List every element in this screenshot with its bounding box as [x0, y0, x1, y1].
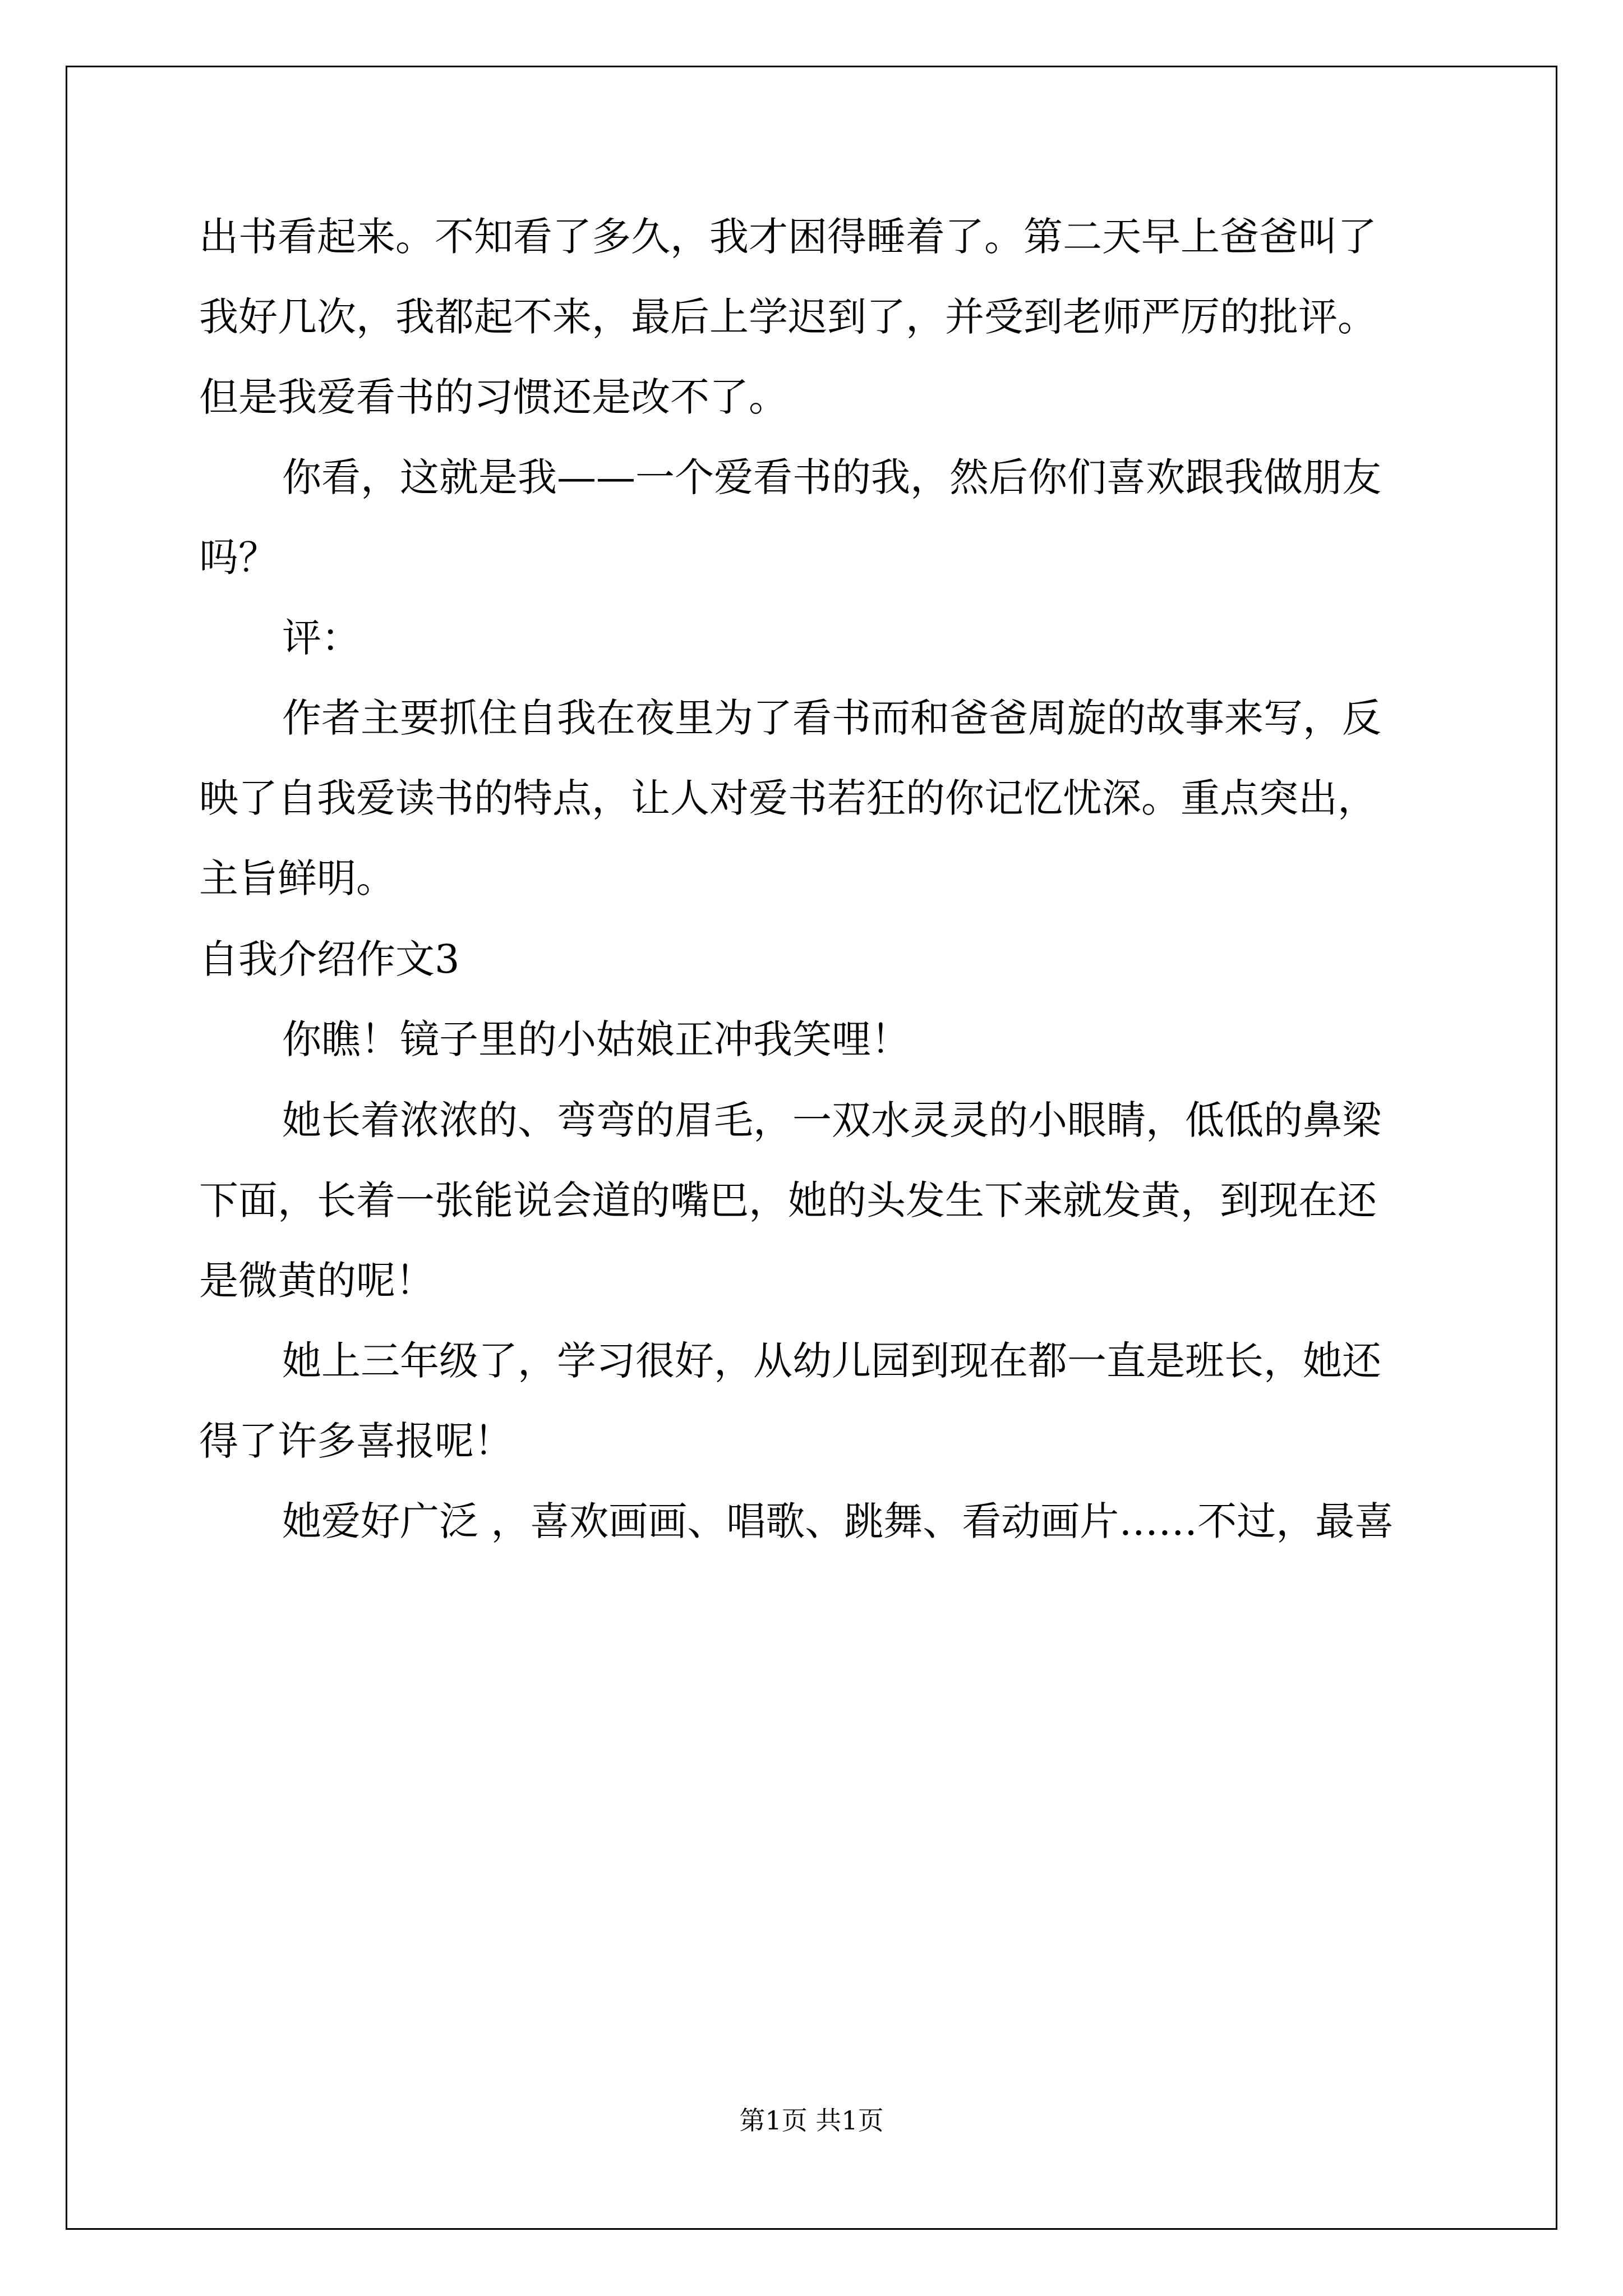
section-heading: 自我介绍作文3	[199, 936, 460, 982]
text-line: 映了自我爱读书的特点，让人对爱书若狂的你记忆忧深。重点突出，	[199, 775, 1377, 821]
text-line: 我好几次，我都起不来，最后上学迟到了，并受到老师严厉的批评。	[199, 294, 1377, 340]
page-number-footer: 第1页 共1页	[739, 2105, 884, 2136]
paragraph-start-line: 你瞧！镜子里的小姑娘正冲我笑哩！	[282, 1016, 910, 1062]
text-line: 下面，长着一张能说会道的嘴巴，她的头发生下来就发黄，到现在还	[199, 1177, 1377, 1223]
paragraph-start-line: 她长着浓浓的、弯弯的眉毛，一双水灵灵的小眼睛，低低的鼻梁	[282, 1097, 1381, 1143]
paragraph-start-line: 你看，这就是我——一个爱看书的我，然后你们喜欢跟我做朋友	[282, 454, 1381, 500]
text-line: 吗？	[199, 535, 278, 581]
text-line: 出书看起来。不知看了多久，我才困得睡着了。第二天早上爸爸叫了	[199, 214, 1377, 260]
comment-label: 评：	[282, 615, 361, 661]
text-line: 主旨鲜明。	[199, 855, 395, 901]
paragraph-start-line: 她爱好广泛 ，喜欢画画、唱歌、跳舞、看动画片……不过，最喜	[282, 1498, 1394, 1544]
paragraph-start-line: 她上三年级了，学习很好，从幼儿园到现在都一直是班长，她还	[282, 1338, 1381, 1384]
paragraph-start-line: 作者主要抓住自我在夜里为了看书而和爸爸周旋的故事来写，反	[282, 695, 1381, 741]
text-line: 得了许多喜报呢！	[199, 1418, 513, 1464]
text-line: 是微黄的呢！	[199, 1258, 435, 1304]
text-line: 但是我爱看书的习惯还是改不了。	[199, 374, 788, 420]
